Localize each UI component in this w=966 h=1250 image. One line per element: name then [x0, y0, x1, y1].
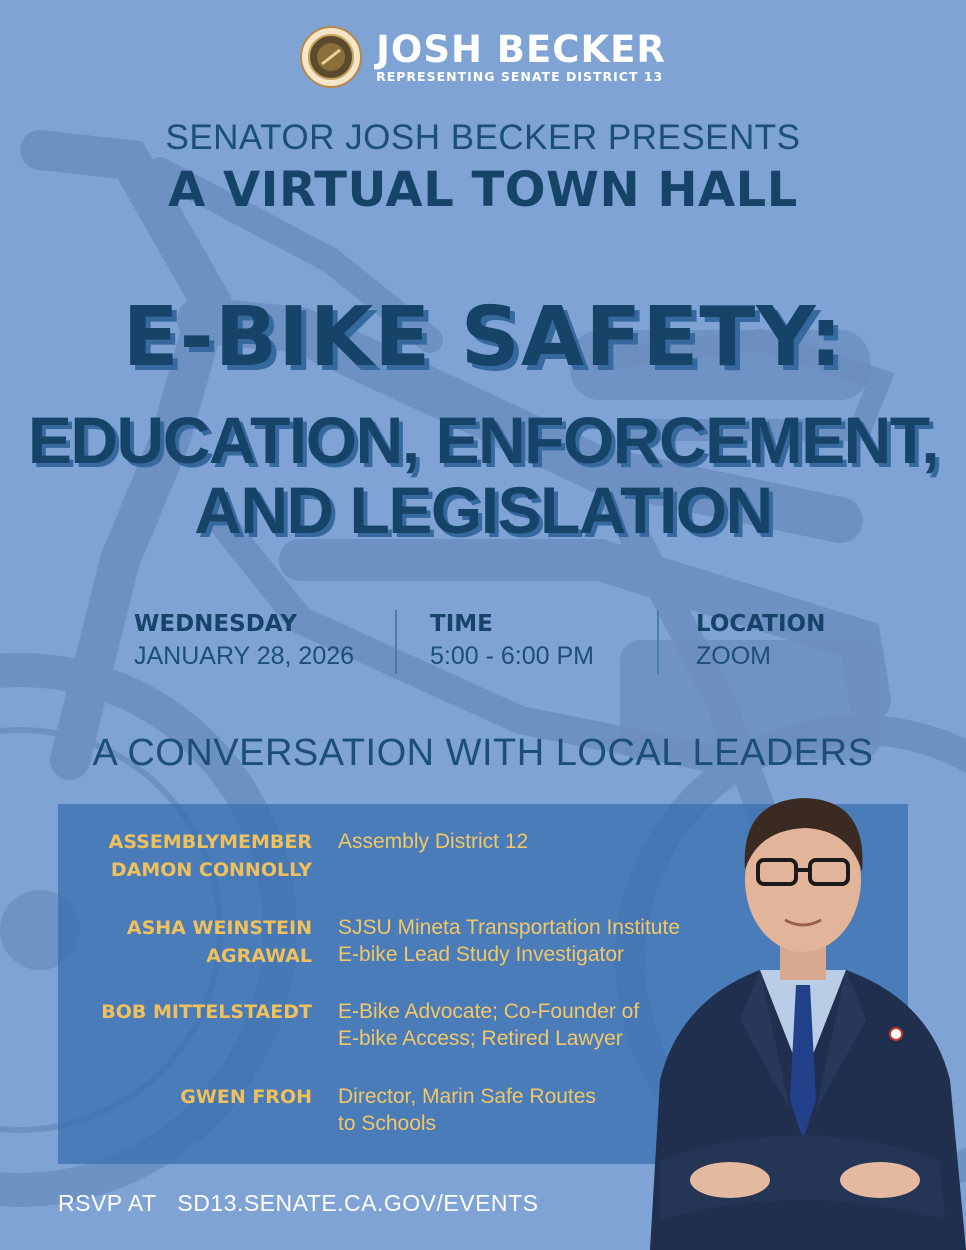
speaker-name-line2: DAMON CONNOLLY — [110, 859, 312, 881]
divider — [657, 610, 659, 674]
divider — [395, 610, 397, 674]
speaker-desc-line1: Director, Marin Safe Routes — [338, 1085, 596, 1108]
detail-time — [430, 608, 594, 672]
detail-value: JANUARY 28, 2026 — [134, 642, 355, 670]
detail-value: ZOOM — [696, 642, 771, 670]
district-subtitle: REPRESENTING SENATE DISTRICT 13 — [376, 69, 664, 84]
speaker-name — [62, 1083, 312, 1111]
speaker-desc-line2: E-bike Access; Retired Lawyer — [338, 1027, 623, 1050]
detail-value: 5:00 - 6:00 PM — [430, 642, 594, 670]
header-text — [376, 30, 666, 84]
detail-label: TIME — [430, 611, 493, 637]
senator-portrait-image — [640, 780, 966, 1250]
detail-label: LOCATION — [696, 611, 826, 637]
speaker-desc-line1: SJSU Mineta Transportation Institute — [338, 916, 680, 939]
speaker-desc-line1: E-Bike Advocate; Co-Founder of — [338, 1000, 640, 1023]
speaker-name-line1: GWEN FROH — [180, 1086, 312, 1108]
speaker-name — [62, 998, 312, 1026]
event-title: E-BIKE SAFETY: — [122, 290, 844, 385]
speaker-desc-line2: E-bike Lead Study Investigator — [338, 943, 625, 966]
detail-date — [134, 608, 354, 672]
speaker-name — [62, 828, 312, 884]
rsvp-line — [58, 1190, 538, 1217]
event-type: A VIRTUAL TOWN HALL — [168, 162, 798, 218]
speaker-desc-line1: Assembly District 12 — [338, 830, 529, 853]
rsvp-label: RSVP AT — [58, 1190, 157, 1216]
conversation-heading: A CONVERSATION WITH LOCAL LEADERS — [92, 732, 874, 774]
event-subtitle-line1: EDUCATION, ENFORCEMENT, — [27, 403, 939, 477]
speaker-name — [62, 914, 312, 970]
speaker-name-line1: BOB MITTELSTAEDT — [101, 1001, 312, 1023]
speaker-desc-line2: to Schools — [338, 1112, 437, 1135]
speaker-name-line1: ASSEMBLYMEMBER — [108, 831, 312, 853]
senator-name: JOSH BECKER — [376, 28, 666, 71]
header — [0, 26, 966, 88]
detail-location — [696, 608, 825, 672]
rsvp-url-link[interactable]: SD13.SENATE.CA.GOV/EVENTS — [177, 1190, 539, 1216]
speaker-name-line2: AGRAWAL — [206, 945, 312, 967]
presents-line: SENATOR JOSH BECKER PRESENTS — [165, 118, 801, 157]
event-details — [0, 608, 966, 678]
event-subtitle-line2: AND LEGISLATION — [194, 473, 772, 547]
detail-label: WEDNESDAY — [134, 611, 298, 637]
senate-seal-icon — [300, 26, 362, 88]
speaker-name-line1: ASHA WEINSTEIN — [126, 917, 312, 939]
